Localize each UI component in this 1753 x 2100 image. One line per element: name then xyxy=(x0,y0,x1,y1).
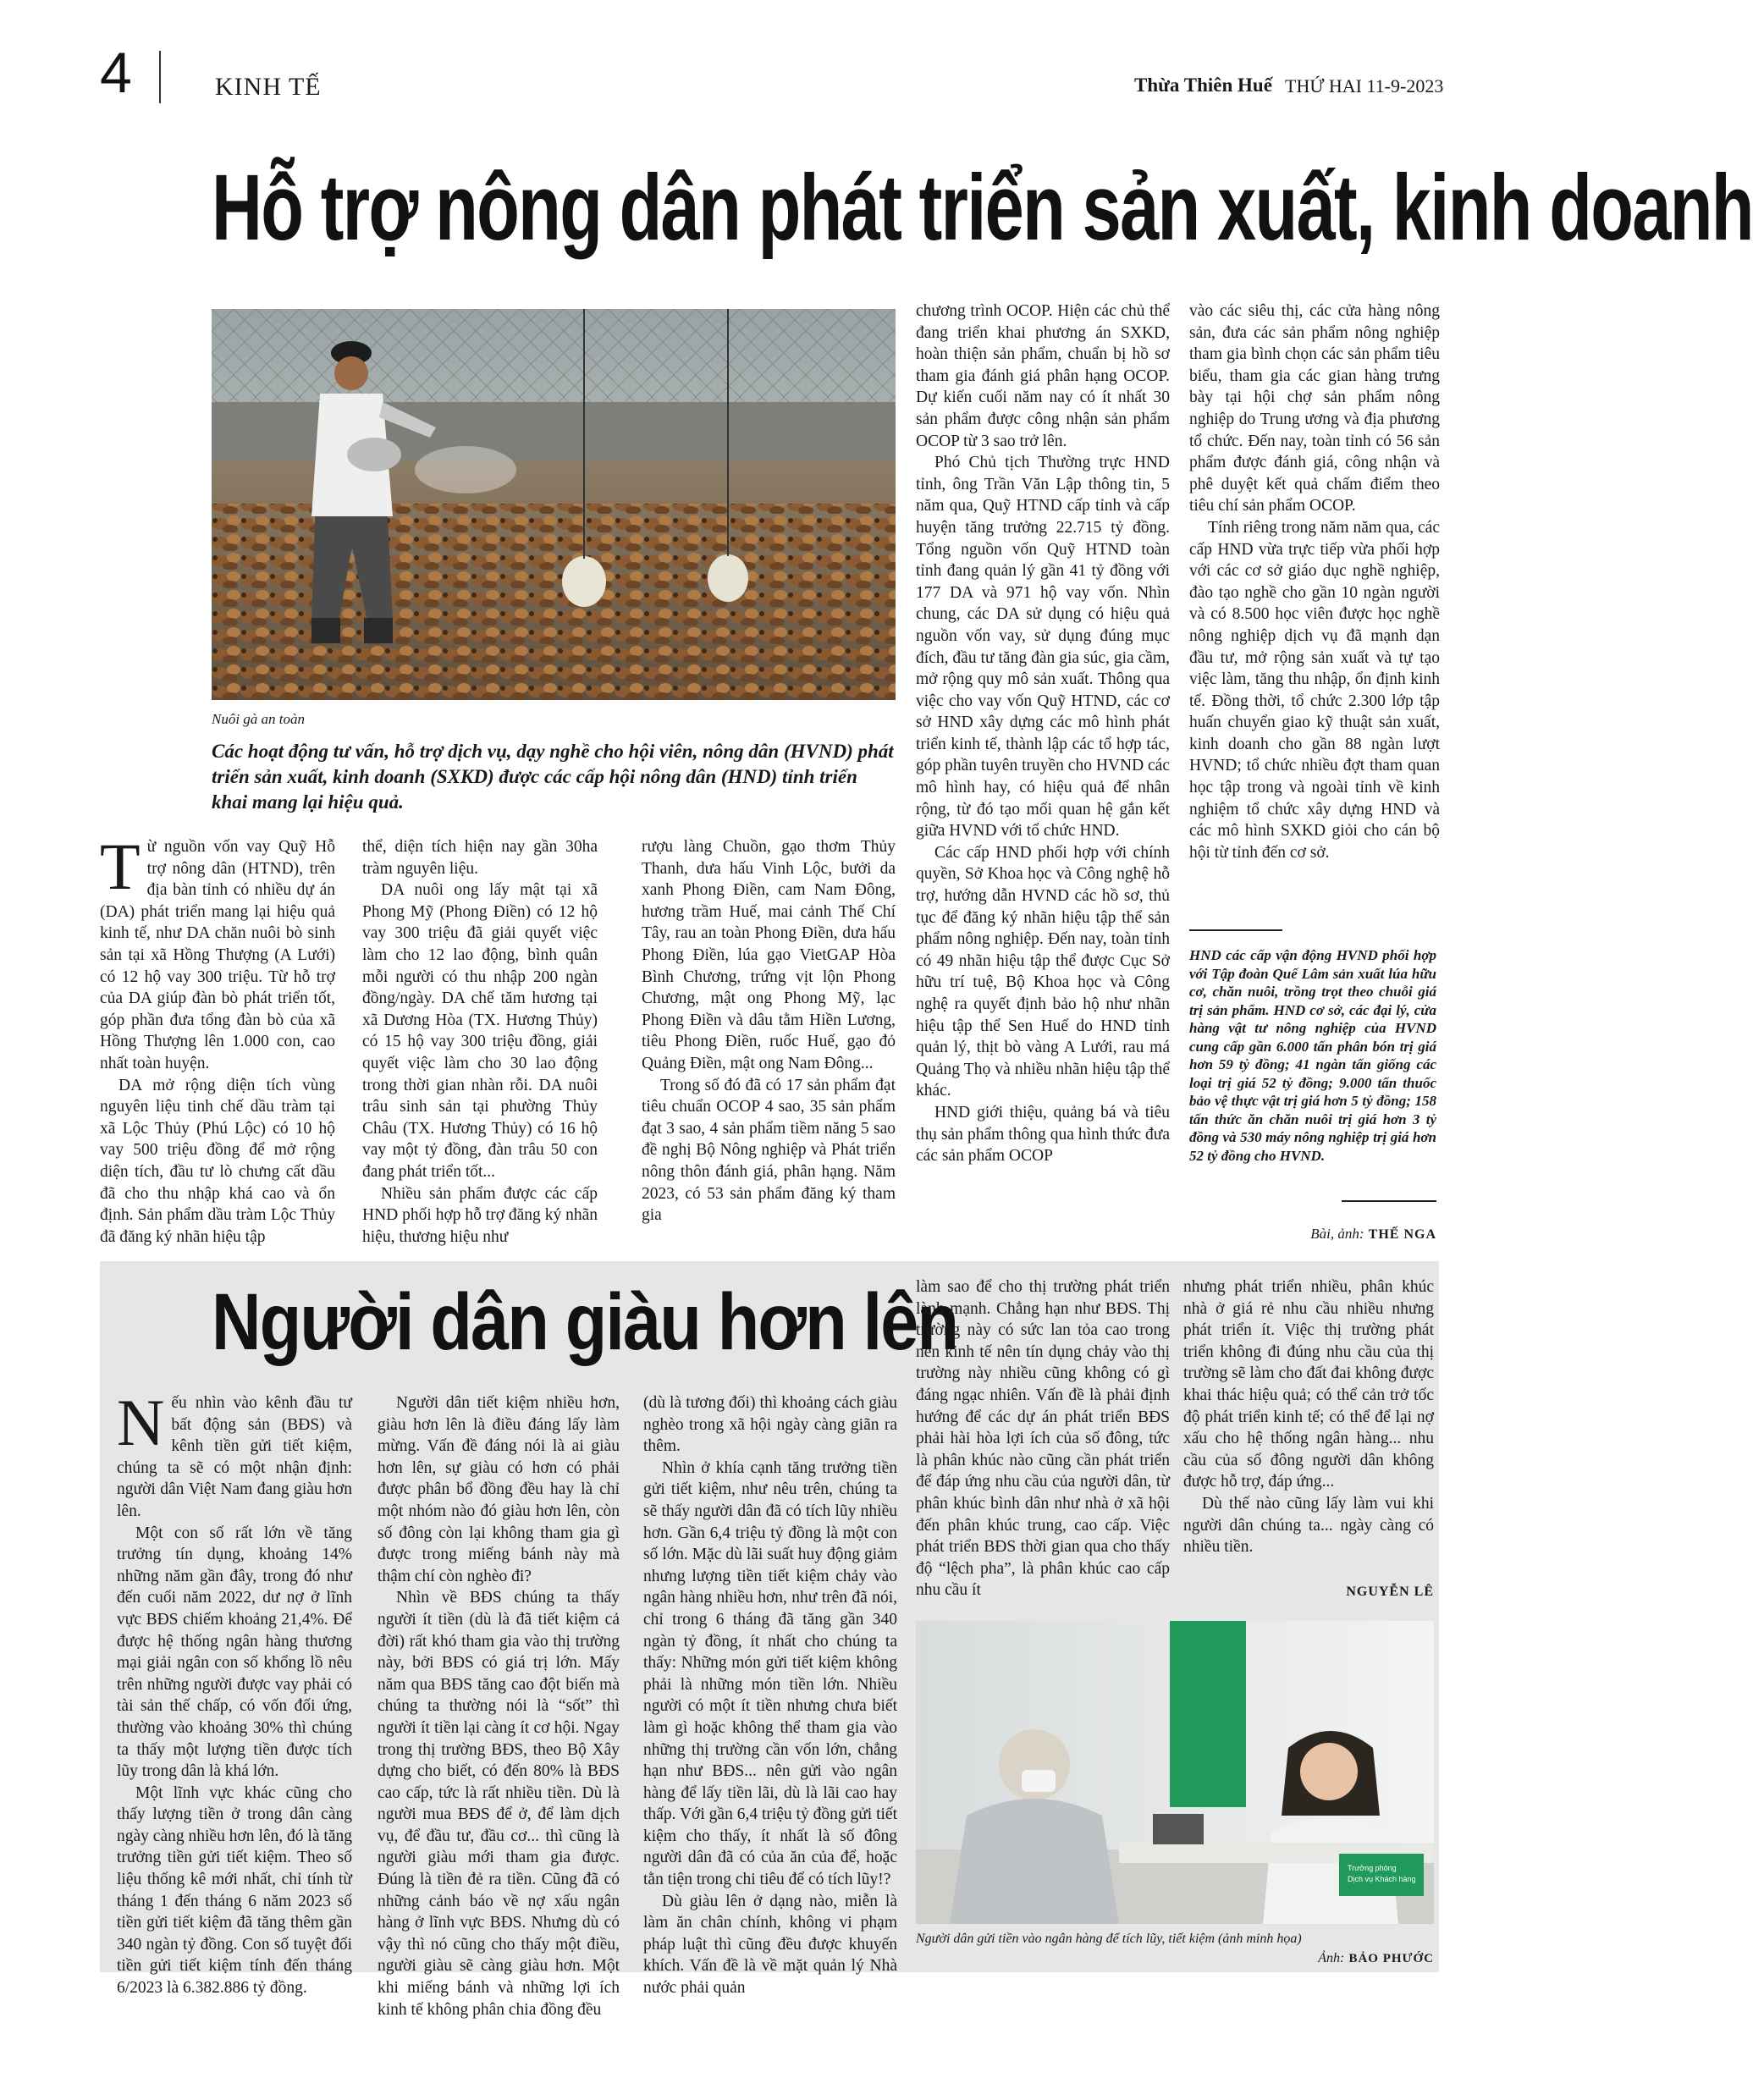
article2-headline: Người dân giàu hơn lên xyxy=(212,1278,958,1367)
paragraph: Các cấp HND phối hợp với chính quyền, Sở Khoa học và Công nghệ hỗ trợ, hướng dẫn HVND các hồ sơ, thủ tục để đăng ký nhãn hiệu tập thể sản phẩm nông nghiệp. Đến nay, toàn tỉnh có 49 nhãn hiệu tập thể được Cục Sở hữu trí tuệ, Bộ Khoa học và Công nghệ ra quyết định bảo hộ như nhãn hiệu tập thể Sen Huế do HND tỉnh quản lý, thịt bò vàng A Lưới, rau má Quảng Thọ và nhiều nhãn hiệu tập thể khác. xyxy=(916,843,1170,1100)
paragraph: nhưng phát triển nhiều, phân khúc nhà ở giá rẻ nhu cầu nhiều nhưng phát triển ít. Việc thị trường phát triển không đi đúng nhu cầu của thị trường sẽ làm cho đất đai không được khai thác hiệu quả; có thể cản trở tốc độ phát triển kinh tế; có thể để lại nợ xấu cho hệ thống ngân hàng... nhu cầu của số đông người dân không được hỗ trợ, đáp ứng... xyxy=(1183,1278,1434,1491)
bank-sign-subtitle: Dịch vụ Khách hàng xyxy=(1348,1875,1416,1883)
paragraph: Dù thế nào cũng lấy làm vui khi người dân chúng ta... ngày càng có nhiều tiền. xyxy=(1183,1494,1434,1557)
article1-column-5 xyxy=(1189,300,1440,863)
paragraph: ếu nhìn vào kênh đầu tư bất động sản (BĐS) và kênh tiền gửi tiết kiệm, chúng ta sẽ có một nhận định: người dân Việt Nam đang giàu hơn lên. xyxy=(117,1394,352,1520)
article1-boxnote: HND các cấp vận động HVND phối hợp với Tập đoàn Quế Lâm sản xuất lúa hữu cơ, chăn nuôi, trồng trọt theo chuỗi giá trị sản phẩm. HND cơ sở, các đại lý, cửa hàng vật tư nông nghiệp của HVND cung cấp gần 6.000 tấn phân bón trị giá hơn 59 tỷ đồng; 41 ngàn tấn giống các loại trị giá 52 tỷ đồng; 9.000 tấn thuốc bảo vệ thực vật trị giá hơn 5 tỷ đồng; 158 tấn thức ăn chăn nuôi trị giá hơn 3 tỷ đồng và 530 máy nông nghiệp trị giá hơn 52 tỷ đồng cho HVND. xyxy=(1189,947,1436,1164)
bank-photo-credit xyxy=(916,1949,1434,1966)
paragraph: DA mở rộng diện tích vùng nguyên liệu tinh chế dầu tràm tại xã Lộc Thủy (Phú Lộc) có 10 hộ vay 500 triệu đồng để mở rộng diện tích, đầu tư lò chưng cất dầu đã cho thu nhập khá cao và ổn định. Sản phẩm dầu tràm Lộc Thủy đã đăng ký nhãn hiệu tập xyxy=(100,1076,335,1246)
paragraph: HND giới thiệu, quảng bá và tiêu thụ sản phẩm thông qua hình thức đưa các sản phẩm OCOP xyxy=(916,1103,1170,1166)
paragraph: chương trình OCOP. Hiện các chủ thể đang triển khai phương án SXKD, hoàn thiện sản phẩm, chuẩn bị hồ sơ tham gia đánh giá phân hạng OCOP. Dự kiến cuối năm nay có ít nhất 30 sản phẩm được công nhận sản phẩm OCOP từ 3 sao trở lên. xyxy=(916,302,1170,450)
article1-headline: Hỗ trợ nông dân phát triển sản xuất, kinh doanh xyxy=(212,155,1753,261)
article1-photo-caption: Nuôi gà an toàn xyxy=(212,711,306,727)
article1-column-3 xyxy=(642,836,896,1226)
masthead-name: Thừa Thiên Huế xyxy=(1134,74,1272,96)
header-divider xyxy=(159,51,161,103)
paragraph: vào các siêu thị, các cửa hàng nông sản, đưa các sản phẩm nông nghiệp tham gia bình chọn các sản phẩm tiêu biểu, tham gia các gian hàng trưng bày tại hội chợ sản phẩm nông nghiệp do Trung ương và địa phương tổ chức. Đến nay, toàn tỉnh có 56 sản phẩm được đánh giá, công nhận và phê duyệt kết quả chấm điểm theo tiêu chí sản phẩm OCOP. xyxy=(1189,302,1440,515)
paragraph: Dù giàu lên ở dạng nào, miễn là làm ăn chân chính, không vi phạm pháp luật thì cũng đều được khuyến khích. Vấn đề là về mặt quản lý Nhà nước phải quản xyxy=(643,1892,897,1998)
page-number: 4 xyxy=(100,41,132,105)
byline-name: THẾ NGA xyxy=(1368,1227,1436,1242)
section-label: KINH TẾ xyxy=(215,73,322,101)
paragraph: thể, diện tích hiện nay gần 30ha tràm nguyên liệu. xyxy=(362,838,598,878)
paragraph: Nhìn về BĐS chúng ta thấy người ít tiền (dù là đã tiết kiệm cả đời) rất khó tham gia vào thị trường này, bởi BĐS có giá trị lớn. Mấy năm qua BĐS tăng cao đột biến mà chúng ta thường nói là “sốt” thì người ít tiền lại càng ít cơ hội. Ngay trong thị trường BĐS, theo Bộ Xây dựng cho biết, có đến 80% là BĐS cao cấp, tức là rất nhiều tiền. Dù là người mua BĐS để ở, để làm dịch vụ, để đầu tư, đầu cơ... thì cũng là người giàu mới tham gia được. Đúng là tiền đẻ ra tiền. Cũng đã có những cảnh báo về nợ xấu ngân hàng ở lĩnh vực BĐS. Nhưng dù có vậy thì nó cũng cho thấy một điều, người giàu sẽ càng giàu hơn. Một khi miếng bánh và những lợi ích kinh tế không phân chia đồng đều xyxy=(378,1589,620,2019)
dropcap: T xyxy=(100,830,141,903)
paragraph: Nhiều sản phẩm được các cấp HND phối hợp hỗ trợ đăng ký nhãn hiệu, thương hiệu như xyxy=(362,1184,598,1246)
article2-column-2 xyxy=(378,1392,620,2020)
article1-column-1 xyxy=(100,830,335,1248)
dropcap: N xyxy=(117,1386,165,1459)
article2-column-3 xyxy=(643,1392,897,1999)
paragraph: Nhìn ở khía cạnh tăng trưởng tiền gửi tiết kiệm, như nêu trên, chúng ta sẽ thấy người dân đã có tích lũy nhiều hơn. Gần 6,4 triệu tỷ đồng là một con số lớn. Mặc dù lãi suất huy động giảm nhưng lượng tiền tiết kiệm chảy vào ngân hàng nhiều hơn, như trên đã nói, chỉ trong 6 tháng đã tăng gần 340 ngàn tỷ đồng, ít nhất cho chúng ta thấy: Những món gửi tiết kiệm không phải là những món tiền lớn. Nhiều người có một ít tiền nhưng chưa biết làm gì hoặc không thể tham gia vào những thị trường cần vốn lớn, chẳng hạn như BĐS... nên gửi vào ngân hàng để lấy tiền lãi, dù là lãi cao hay thấp. Với gần 6,4 triệu tỷ đồng gửi tiết kiệm cho thấy, ít nhất là số đông người dân đã có của ăn của để, hoặc tằn tiện trong chi tiêu để có tích lũy!? xyxy=(643,1458,897,1889)
article2-column-4 xyxy=(916,1276,1170,1601)
paragraph: Một con số rất lớn về tăng trưởng tín dụng, khoảng 14% những năm gần đây, trong đó như đến cuối năm 2022, dư nợ ở lĩnh vực BĐS chiếm khoảng 21,4%. Để được hệ thống ngân hàng thương mại giải ngân con số khổng lồ nêu trên những người được vay phải có tài sản thế chấp, có vốn đối ứng, thường vào khoảng 30% thì chúng ta thấy một lượng tiền được tích lũy trong dân là khá lớn. xyxy=(117,1524,352,1781)
byline-label: Bài, ảnh: xyxy=(1310,1226,1364,1242)
paragraph: ừ nguồn vốn vay Quỹ Hỗ trợ nông dân (HTND), trên địa bàn tỉnh có nhiều dự án (DA) phát triển mang lại hiệu quả kinh tế, như DA chăn nuôi bò sinh sản tại xã Hồng Thượng (A Lưới) có 12 hộ vay 300 triệu. Từ hỗ trợ của DA giúp đàn bò phát triển tốt, góp phần đưa tổng đàn bò của xã Hồng Thượng lên 1.000 con, cao nhất toàn huyện. xyxy=(100,838,335,1072)
paragraph: Phó Chủ tịch Thường trực HND tỉnh, ông Trần Văn Lập thông tin, 5 năm qua, Quỹ HTND cấp tỉnh và cấp huyện tăng trưởng 22.715 tỷ đồng. Tổng nguồn vốn Quỹ HTND toàn tỉnh đang quản lý gần 41 tỷ đồng với 177 DA và 971 hộ vay vốn. Nhìn chung, các DA sử dụng có hiệu quả nguồn vốn vay, sử dụng đúng mục đích, đầu tư tăng đàn gia súc, gia cầm, mở rộng quy mô sản xuất. Thông qua việc cho vay vốn Quỹ HTND, các cơ sở HND xây dựng các mô hình phát triển kinh tế, thành lập các tổ hợp tác, góp phần tuyên truyền cho HVND các mô hình hay, có hiệu quả để nhân rộng, từ đó tạo mối quan hệ gắn kết giữa HVND với tổ chức HND. xyxy=(916,454,1170,841)
article1-column-2 xyxy=(362,836,598,1248)
chicken-farm-photo xyxy=(212,309,896,700)
credit-label: Ảnh: xyxy=(1318,1951,1345,1965)
article1-byline xyxy=(1189,1226,1436,1243)
article1-column-4 xyxy=(916,300,1170,1167)
article2-column-1 xyxy=(117,1386,352,1999)
paragraph: Tính riêng trong năm năm qua, các cấp HND vừa trực tiếp vừa phối hợp với các cơ sở giáo dục nghề nghiệp, đào tạo nghề cho gần 10 ngàn người và có 8.500 học viên được học nghề nông nghiệp dịch vụ đã mạnh dạn đầu tư, mở rộng sản xuất và tự tạo việc làm, tăng thu nhập, ổn định kinh tế. Đồng thời, tổ chức 2.300 lớp tập huấn chuyển giao kỹ thuật sản xuất, kinh doanh cho gần 88 ngàn lượt HVND; tổ chức nhiều đợt tham quan học tập trong và ngoài tỉnh về kinh nghiệm tổ chức xây dựng HND và các mô hình SXKD giỏi cho cán bộ hội từ tỉnh đến cơ sở. xyxy=(1189,518,1440,862)
article2-byline: NGUYỄN LÊ xyxy=(1346,1585,1434,1599)
paragraph: Người dân tiết kiệm nhiều hơn, giàu hơn lên là điều đáng lấy làm mừng. Vấn đề đáng nói là ai giàu hơn lên, sự giàu có hơn có phải được phân bổ đồng đều hay là chỉ một nhóm nào đó giàu hơn lên, còn số đông còn lại không tham gia gì được trong miếng bánh này mà thậm chí còn nghèo đi? xyxy=(378,1394,620,1585)
credit-name: BẢO PHƯỚC xyxy=(1348,1952,1434,1965)
bank-sign-title: Trưởng phòng xyxy=(1348,1864,1397,1872)
boxnote-bottom-rule xyxy=(1342,1200,1436,1202)
issue-date: THỨ HAI 11-9-2023 xyxy=(1285,75,1444,96)
bank-photo-caption: Người dân gửi tiền vào ngân hàng để tích lũy, tiết kiệm (ảnh minh họa) xyxy=(916,1932,1302,1946)
paragraph: Trong số đó đã có 17 sản phẩm đạt tiêu chuẩn OCOP 4 sao, 35 sản phẩm đạt 3 sao, 4 sản phẩm tiềm năng 5 sao đề nghị Bộ Nông nghiệp và Phát triển nông thôn đánh giá, phân hạng. Năm 2023, có 53 sản phẩm đăng ký tham gia xyxy=(642,1076,896,1225)
paragraph: DA nuôi ong lấy mật tại xã Phong Mỹ (Phong Điền) có 12 hộ vay 300 triệu đã giải quyết việc làm cho 12 lao động, bình quân mỗi người có thu nhập 200 ngàn đồng/ngày. DA chế tăm hương tại xã Dương Hòa (TX. Hương Thủy) có 15 hộ vay 300 triệu đồng, giải quyết việc làm cho 30 lao động trong thời gian nhàn rỗi. DA nuôi trâu sinh sản tại phường Thủy Châu (TX. Hương Thủy) có 16 hộ vay một tỷ đồng, đàn trâu 50 con đang phát triển tốt... xyxy=(362,881,598,1181)
article1-sapo: Các hoạt động tư vấn, hỗ trợ dịch vụ, dạy nghề cho hội viên, nông dân (HVND) phát triển sản xuất, kinh doanh (SXKD) được các cấp hội nông dân (HND) tỉnh triển khai mang lại hiệu quả. xyxy=(212,741,894,813)
paragraph: làm sao để cho thị trường phát triển lành mạnh. Chẳng hạn như BĐS. Thị trường này có sức lan tỏa cao trong nền kinh tế nên tín dụng chảy vào thị trường này nhiều cũng không có gì đáng ngạc nhiên. Vấn đề là phải định hướng để các dự án phát triển BĐS phải hài hòa lợi ích của số đông, tức là phân khúc nào cũng cần phát triển để đáp ứng nhu cầu của người dân, từ phân khúc bình dân như nhà ở xã hội đến phân khúc trung, cao cấp. Việc phát triển BĐS thời gian qua cho thấy độ “lệch pha”, là phân khúc cao cấp nhu cầu ít xyxy=(916,1278,1170,1600)
paragraph: Một lĩnh vực khác cũng cho thấy lượng tiền ở trong dân càng ngày càng nhiều hơn lên, đó là tăng trưởng tiền gửi tiết kiệm. Theo số liệu thống kê mới nhất, chỉ tính từ tháng 1 đến tháng 6 năm 2023 số tiền gửi tiết kiệm đã tăng thêm gần 340 ngàn tỷ đồng. Con số tuyệt đối tiền gửi tiết kiệm tính đến tháng 6/2023 là 6.382.886 tỷ đồng. xyxy=(117,1783,352,1998)
boxnote-top-rule xyxy=(1189,929,1282,931)
bank-photo xyxy=(916,1621,1434,1924)
paragraph: (dù là tương đối) thì khoảng cách giàu nghèo trong xã hội ngày càng giãn ra thêm. xyxy=(643,1394,897,1456)
paragraph: rượu làng Chuồn, gạo thơm Thủy Thanh, dưa hấu Vinh Lộc, bưởi da xanh Phong Điền, cam Nam Đông, hương trầm Huế, mai cảnh Thế Chí Tây, rau an toàn Phong Điền, dưa hấu Phong Điền, lúa gạo VietGAP Hòa Bình Chương, trứng vịt lộn Phong Chương, mật ong Phong Mỹ, lạc Phong Điền và dâu tằm Hiền Lương, tiêu Phong Điền, ruốc Huế, gạo đỏ Quảng Điền, mật ong Nam Đông... xyxy=(642,838,896,1072)
article2-column-5 xyxy=(1183,1276,1434,1558)
